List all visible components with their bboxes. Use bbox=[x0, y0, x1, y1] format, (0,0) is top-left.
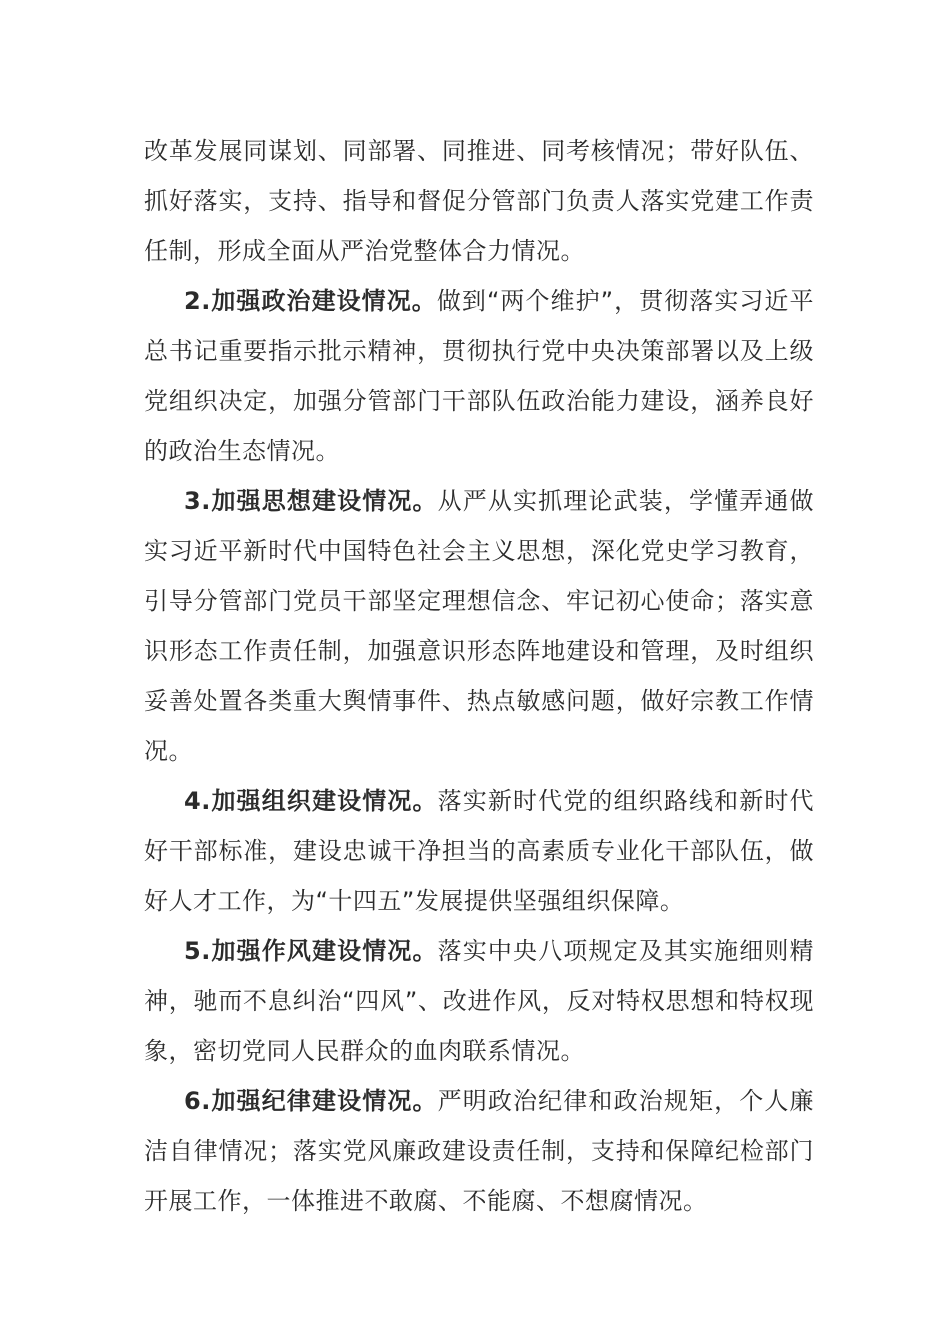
paragraph-6-heading: 6.加强纪律建设情况。 bbox=[184, 1087, 438, 1115]
paragraph-2-text: 做到“两个维护”，贯彻落实习近平总书记重要指示批示精神，贯彻执行党中央决策部署以及上级党组织决定，加强分管部门干部队伍政治能力建设，涵养良好的政治生态情况。 bbox=[144, 287, 814, 465]
paragraph-5-heading: 5.加强作风建设情况。 bbox=[184, 937, 438, 965]
paragraph-5-text: 落实中央八项规定及其实施细则精神，驰而不息纠治“四风”、改进作风，反对特权思想和特权现象，密切党同人民群众的血肉联系情况。 bbox=[144, 937, 814, 1065]
paragraph-1 bbox=[144, 126, 814, 276]
paragraph-6-text: 严明政治纪律和政治规矩，个人廉洁自律情况；落实党风廉政建设责任制，支持和保障纪检部门开展工作，一体推进不敢腐、不能腐、不想腐情况。 bbox=[144, 1087, 814, 1215]
paragraph-3-text: 从严从实抓理论武装，学懂弄通做实习近平新时代中国特色社会主义思想，深化党史学习教育，引导分管部门党员干部坚定理想信念、牢记初心使命；落实意识形态工作责任制，加强意识形态阵地建设和管理，及时组织妥善处置各类重大舆情事件、热点敏感问题，做好宗教工作情况。 bbox=[144, 487, 814, 765]
paragraph-2-heading: 2.加强政治建设情况。 bbox=[184, 287, 437, 315]
paragraph-3 bbox=[144, 476, 814, 776]
paragraph-6 bbox=[144, 1076, 814, 1226]
paragraph-5 bbox=[144, 926, 814, 1076]
paragraph-2 bbox=[144, 276, 814, 476]
paragraph-4-text: 落实新时代党的组织路线和新时代好干部标准，建设忠诚干净担当的高素质专业化干部队伍，做好人才工作，为“十四五”发展提供坚强组织保障。 bbox=[144, 787, 814, 915]
paragraph-3-heading: 3.加强思想建设情况。 bbox=[184, 487, 438, 515]
paragraph-1-text: 改革发展同谋划、同部署、同推进、同考核情况；带好队伍、抓好落实，支持、指导和督促分管部门负责人落实党建工作责任制，形成全面从严治党整体合力情况。 bbox=[144, 137, 814, 265]
document-body bbox=[144, 126, 814, 1226]
paragraph-4 bbox=[144, 776, 814, 926]
paragraph-4-heading: 4.加强组织建设情况。 bbox=[184, 787, 438, 815]
